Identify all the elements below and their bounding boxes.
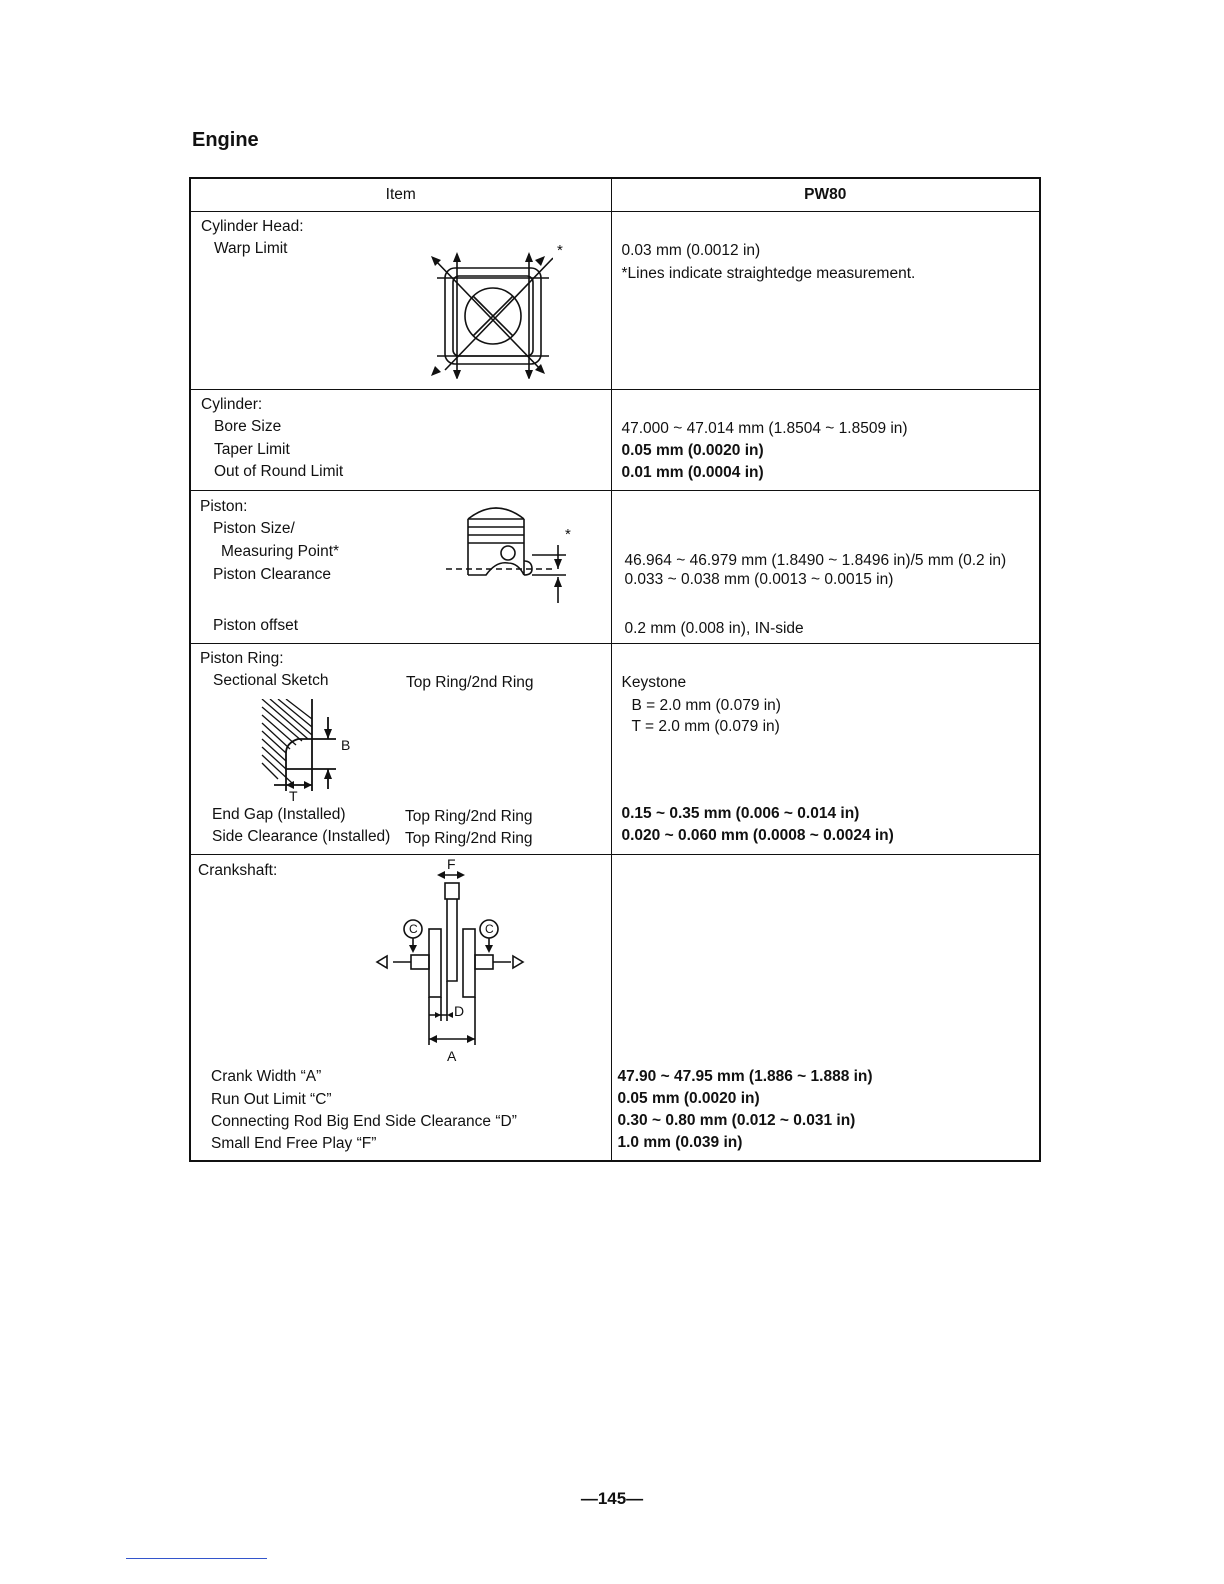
crankshaft-diagram-icon [363,863,533,1063]
piston-ring-label: Piston Ring: [200,650,284,667]
section-title: Engine [192,129,259,151]
crank-f-letter: F [447,856,456,872]
piston-label: Piston: [200,498,248,515]
table-row-cylinder [190,390,1040,491]
small-end-value: 1.0 mm (0.039 in) [617,1134,743,1151]
ring-b-value: B = 2.0 mm (0.079 in) [631,697,781,714]
measuring-star: * [565,526,571,543]
warp-star: * [557,242,563,259]
out-of-round-value: 0.01 mm (0.0004 in) [621,464,764,481]
bore-size-label: Bore Size [214,418,282,435]
crankshaft-label: Crankshaft: [198,862,278,879]
small-end-label: Small End Free Play “F” [211,1135,377,1152]
ring-b-letter: B [341,737,351,753]
big-end-value: 0.30 ~ 0.80 mm (0.012 ~ 0.031 in) [617,1112,856,1129]
table-header-row [190,178,1040,212]
ring-type-value: Keystone [621,674,687,691]
piston-clearance-label: Piston Clearance [213,566,332,583]
table-row-crankshaft [190,855,1040,1162]
crank-a-letter: A [447,1048,457,1064]
ring-t-value: T = 2.0 mm (0.079 in) [631,718,780,735]
piston-offset-value: 0.2 mm (0.008 in), IN-side [624,620,804,637]
run-out-label: Run Out Limit “C” [211,1091,332,1108]
side-clearance-ring-label: Top Ring/2nd Ring [405,830,533,847]
table-row-piston-ring [190,644,1040,855]
engine-spec-table [189,177,1041,1162]
header-model: PW80 [611,178,1040,212]
piston-diagram-icon [446,495,586,607]
piston-size-label: Piston Size/ [213,520,295,537]
footer-rule [126,1558,267,1559]
straightedge-note: *Lines indicate straightedge measurement. [621,265,916,282]
table-row-piston [190,491,1040,644]
measuring-point-label: Measuring Point* [221,543,340,560]
page-number: —145— [580,1489,644,1508]
out-of-round-label: Out of Round Limit [214,463,344,480]
warp-limit-label: Warp Limit [214,240,288,257]
cylinder-label: Cylinder: [201,396,263,413]
end-gap-label: End Gap (Installed) [212,806,346,823]
side-clearance-label: Side Clearance (Installed) [212,828,391,845]
crank-d-letter: D [454,1003,465,1019]
ring-t-letter: T [289,788,298,804]
bore-size-value: 47.000 ~ 47.014 mm (1.8504 ~ 1.8509 in) [621,420,908,437]
cylinder-head-label: Cylinder Head: [201,218,304,235]
crank-width-value: 47.90 ~ 47.95 mm (1.886 ~ 1.888 in) [617,1068,873,1085]
warp-limit-diagram-icon [423,244,553,379]
header-item: Item [190,178,611,212]
table-row-cylinder-head [190,212,1040,390]
big-end-label: Connecting Rod Big End Side Clearance “D” [211,1113,517,1130]
crank-c-left-letter: C [409,922,418,936]
crank-width-label: Crank Width “A” [211,1068,322,1085]
taper-limit-value: 0.05 mm (0.0020 in) [621,442,764,459]
crank-c-right-letter: C [485,922,494,936]
piston-clearance-value: 0.033 ~ 0.038 mm (0.0013 ~ 0.0015 in) [624,571,894,588]
taper-limit-label: Taper Limit [214,441,290,458]
end-gap-value: 0.15 ~ 0.35 mm (0.006 ~ 0.014 in) [621,805,860,822]
piston-size-value: 46.964 ~ 46.979 mm (1.8490 ~ 1.8496 in)/5 mm (0.2 in) [624,552,1007,569]
end-gap-ring-label: Top Ring/2nd Ring [405,808,533,825]
run-out-value: 0.05 mm (0.0020 in) [617,1090,760,1107]
sketch-ring-label: Top Ring/2nd Ring [406,674,534,691]
piston-offset-label: Piston offset [213,617,299,634]
side-clearance-value: 0.020 ~ 0.060 mm (0.0008 ~ 0.0024 in) [621,827,894,844]
warp-limit-value: 0.03 mm (0.0012 in) [621,242,761,259]
sectional-sketch-label: Sectional Sketch [213,672,329,689]
